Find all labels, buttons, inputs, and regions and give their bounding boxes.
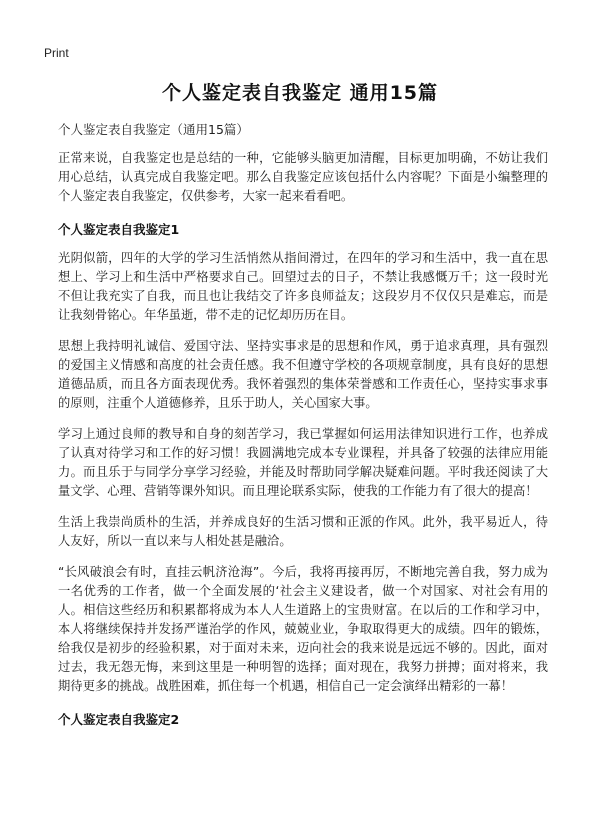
paragraph: 思想上我持明礼诚信、爱国守法、坚持实事求是的思想和作风，勇于追求真理，具有强烈的爱国主义情感和高度的社会责任感。我不但遵守学校的各项规章制度，具有良好的思想道德品质，而且各方面表现优秀。我怀着强烈的集体荣誉感和工作责任心，坚持实事求事的原则，注重个人道德修养，且乐于助人，关心国家大事。: [58, 339, 548, 410]
section-heading-1: 个人鉴定表自我鉴定1: [58, 222, 180, 237]
paragraph: 光阴似箭，四年的大学的学习生活悄然从指间滑过，在四年的学习和生活中，我一直在思想上、学习上和生活中严格要求自己。回望过去的日子，不禁让我感慨万千；这一段时光不但让我充实了自我，而且也让我结交了许多良师益友；这段岁月不仅仅只是难忘，而是让我刻骨铭心。年华虽逝，带不走的记忆却历历在目。: [58, 251, 548, 322]
intro-paragraph: 正常来说，自我鉴定也是总结的一种，它能够头脑更加清醒，目标更加明确，不妨让我们用心总结，认真完成自我鉴定吧。那么自我鉴定应该包括什么内容呢？下面是小编整理的个人鉴定表自我鉴定，仅供参考，大家一起来看看吧。: [58, 151, 548, 203]
page-title: 个人鉴定表自我鉴定 通用15篇: [161, 82, 439, 104]
paragraph: 生活上我崇尚质朴的生活，并养成良好的生活习惯和正派的作风。此外，我平易近人，待人友好，所以一直以来与人相处甚是融洽。: [58, 515, 548, 548]
print-link[interactable]: Print: [44, 46, 69, 60]
paragraph: “长风破浪会有时，直挂云帆济沧海”。今后，我将再接再厉，不断地完善自我，努力成为一名优秀的工作者，做一个全面发展的‘社会主义建设者，做一个对国家、对社会有用的人。相信这些经历和积累都将成为本人人生道路上的宝贵财富。在以后的工作和学习中，本人将继续保持并发扬严谨治学的作风，兢兢业业，争取取得更大的成绩。四年的锻炼，给我仅是初步的经验积累，对于面对未来，迈向社会的我来说是远远不够的。因此，面对过去，我无怨无悔，来到这里是一种明智的选择；面对现在，我努力拼搏；面对将来，我期待更多的挑战。战胜困难，抓住每一个机遇，相信自己一定会演绎出精彩的一幕！: [58, 565, 548, 693]
document-body: [58, 120, 548, 739]
paragraph: 学习上通过良师的教导和自身的刻苦学习，我已掌握如何运用法律知识进行工作，也养成了认真对待学习和工作的好习惯！我圆满地完成本专业课程，并具备了较强的法律应用能力。而且乐于与同学分享学习经验，并能及时帮助同学解决疑难问题。平时我还阅读了大量文学、心理、营销等课外知识。而且理论联系实际，使我的工作能力有了很大的提高！: [58, 427, 548, 498]
section-heading-2: 个人鉴定表自我鉴定2: [58, 712, 180, 727]
document-subtitle: 个人鉴定表自我鉴定（通用15篇）: [58, 122, 249, 137]
